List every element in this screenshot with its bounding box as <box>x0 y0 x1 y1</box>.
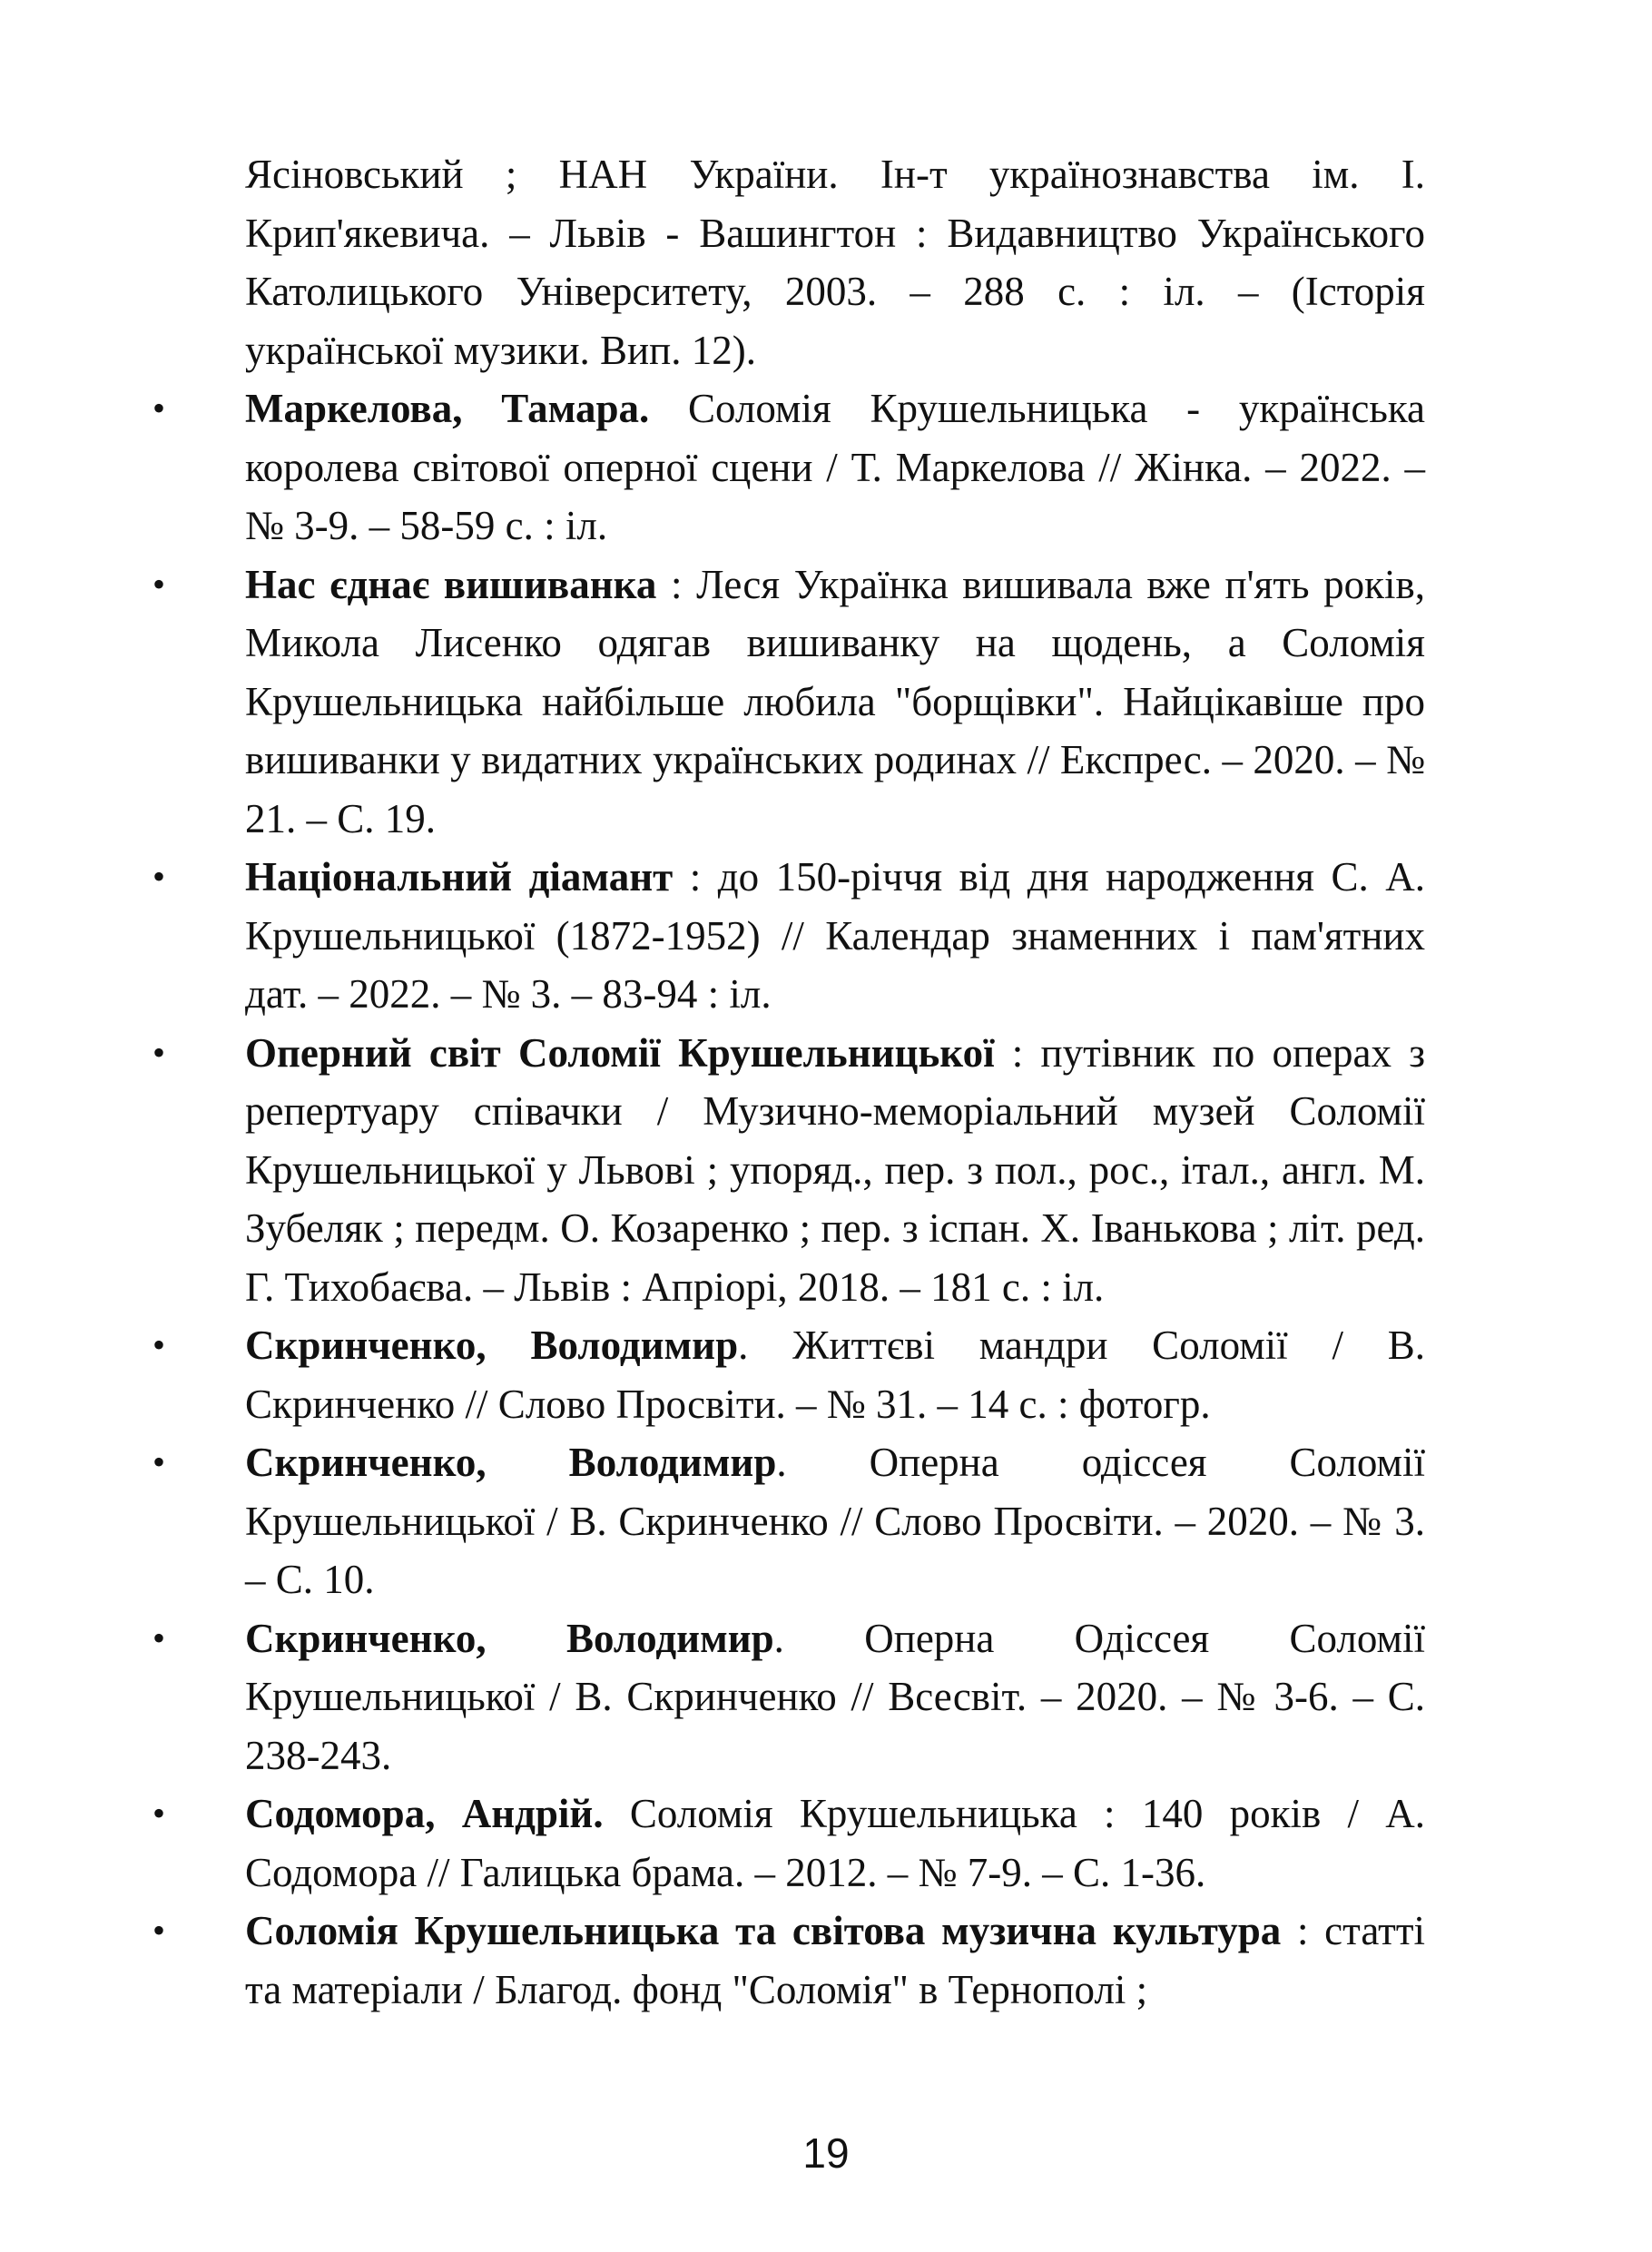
entry-text: Соломія Крушельницька : 140 років / А. Содомора // Галицька брама. – 2012. – № 7-9. – С. 1-36. <box>245 1791 1425 1895</box>
entry-text: Соломія Крушельницька - українська королева світової оперної сцени / Т. Маркелова // Жінка. – 2022. – № 3-9. – 58-59 с. : іл. <box>245 386 1426 548</box>
bibliography-entry <box>152 1609 1425 1785</box>
bibliography-entry <box>152 1024 1425 1317</box>
bullet-icon: • <box>152 388 165 428</box>
entry-text: . Оперна одіссея Соломії Крушельницької / В. Скринченко // Слово Просвіти. – 2020. – № 3. – С. 10. <box>245 1440 1425 1602</box>
bibliography-entry <box>152 379 1426 556</box>
bullet-icon: • <box>152 1031 165 1073</box>
entry-author: Скринченко, Володимир <box>245 1323 739 1368</box>
bibliography-entry <box>152 1433 1425 1609</box>
entry-text: : статті та матеріали / Благод. фонд "Соломія" в Тернополі ; <box>245 1908 1425 2012</box>
entry-text: : путівник по операх з репертуару співачки / Музично-меморіальний музей Соломії Крушельницької у Львові ; упоряд., пер. з пол., рос., італ., англ. М. Зубеляк ; передм. О. Козаренко ; пер. з іспан. Х. Іванькова ; літ. ред. Г. Тихобаєва. – Львів : Апріорі, 2018. – 181 с. : іл. <box>245 1029 1425 1310</box>
entry-title: Оперний світ Соломії Крушельницької <box>245 1029 995 1076</box>
page-number: 19 <box>802 2129 850 2177</box>
bibliography-list <box>152 145 1426 2019</box>
entry-text: . Оперна Одіссея Соломії Крушельницької / В. Скринченко // Всесвіт. – 2020. – № 3-6. – С. 238-243. <box>245 1615 1425 1778</box>
entry-text: . Життєві мандри Соломії / В. Скринченко // Слово Просвіти. – № 31. – 14 с. : фотогр. <box>245 1323 1425 1427</box>
entry-author: Содомора, Андрій. <box>245 1791 604 1836</box>
entry-author: Скринченко, Володимир <box>245 1615 774 1661</box>
bibliography-entry <box>152 1902 1425 2019</box>
bibliography-entry <box>152 1316 1425 1433</box>
entry-title: Нас єднає вишиванка <box>245 561 657 607</box>
continuation-text: Ясіновський ; НАН України. Ін-т українознавства ім. І. Крип'якевича. – Львів - Вашингтон : Видавництво Українського Католицького Університету, 2003. – 288 с. : іл. – (Історія української музики. Вип. 12). <box>245 152 1425 373</box>
bullet-icon: • <box>152 1441 165 1482</box>
bullet-icon: • <box>152 856 165 897</box>
entry-title: Соломія Крушельницька та світова музична культура <box>245 1908 1282 1953</box>
bibliography-entry <box>152 848 1426 1024</box>
bullet-icon: • <box>152 1324 165 1365</box>
continuation-paragraph <box>245 145 1425 379</box>
bullet-icon: • <box>152 563 165 605</box>
entry-author: Скринченко, Володимир <box>245 1440 777 1485</box>
entry-text: : Леся Українка вишивала вже п'ять років, Микола Лисенко одягав вишиванку на щодень, а Соломія Крушельницька найбільше любила "борщівки". Найцікавіше про вишиванки у видатних українських родинах // Експрес. – 2020. – № 21. – С. 19. <box>245 561 1425 841</box>
bullet-icon: • <box>152 1617 165 1658</box>
entry-author: Маркелова, Тамара. <box>245 386 650 431</box>
bullet-icon: • <box>152 1793 165 1834</box>
bullet-icon: • <box>152 1910 165 1951</box>
entry-title: Національний діамант <box>245 854 674 900</box>
bibliography-entry <box>152 1785 1425 1902</box>
bibliography-entry <box>152 556 1425 849</box>
entry-text: : до 150-річчя від дня народження С. А. Крушельницької (1872-1952) // Календар знаменних і пам'ятних дат. – 2022. – № 3. – 83-94 : іл. <box>245 854 1426 1017</box>
